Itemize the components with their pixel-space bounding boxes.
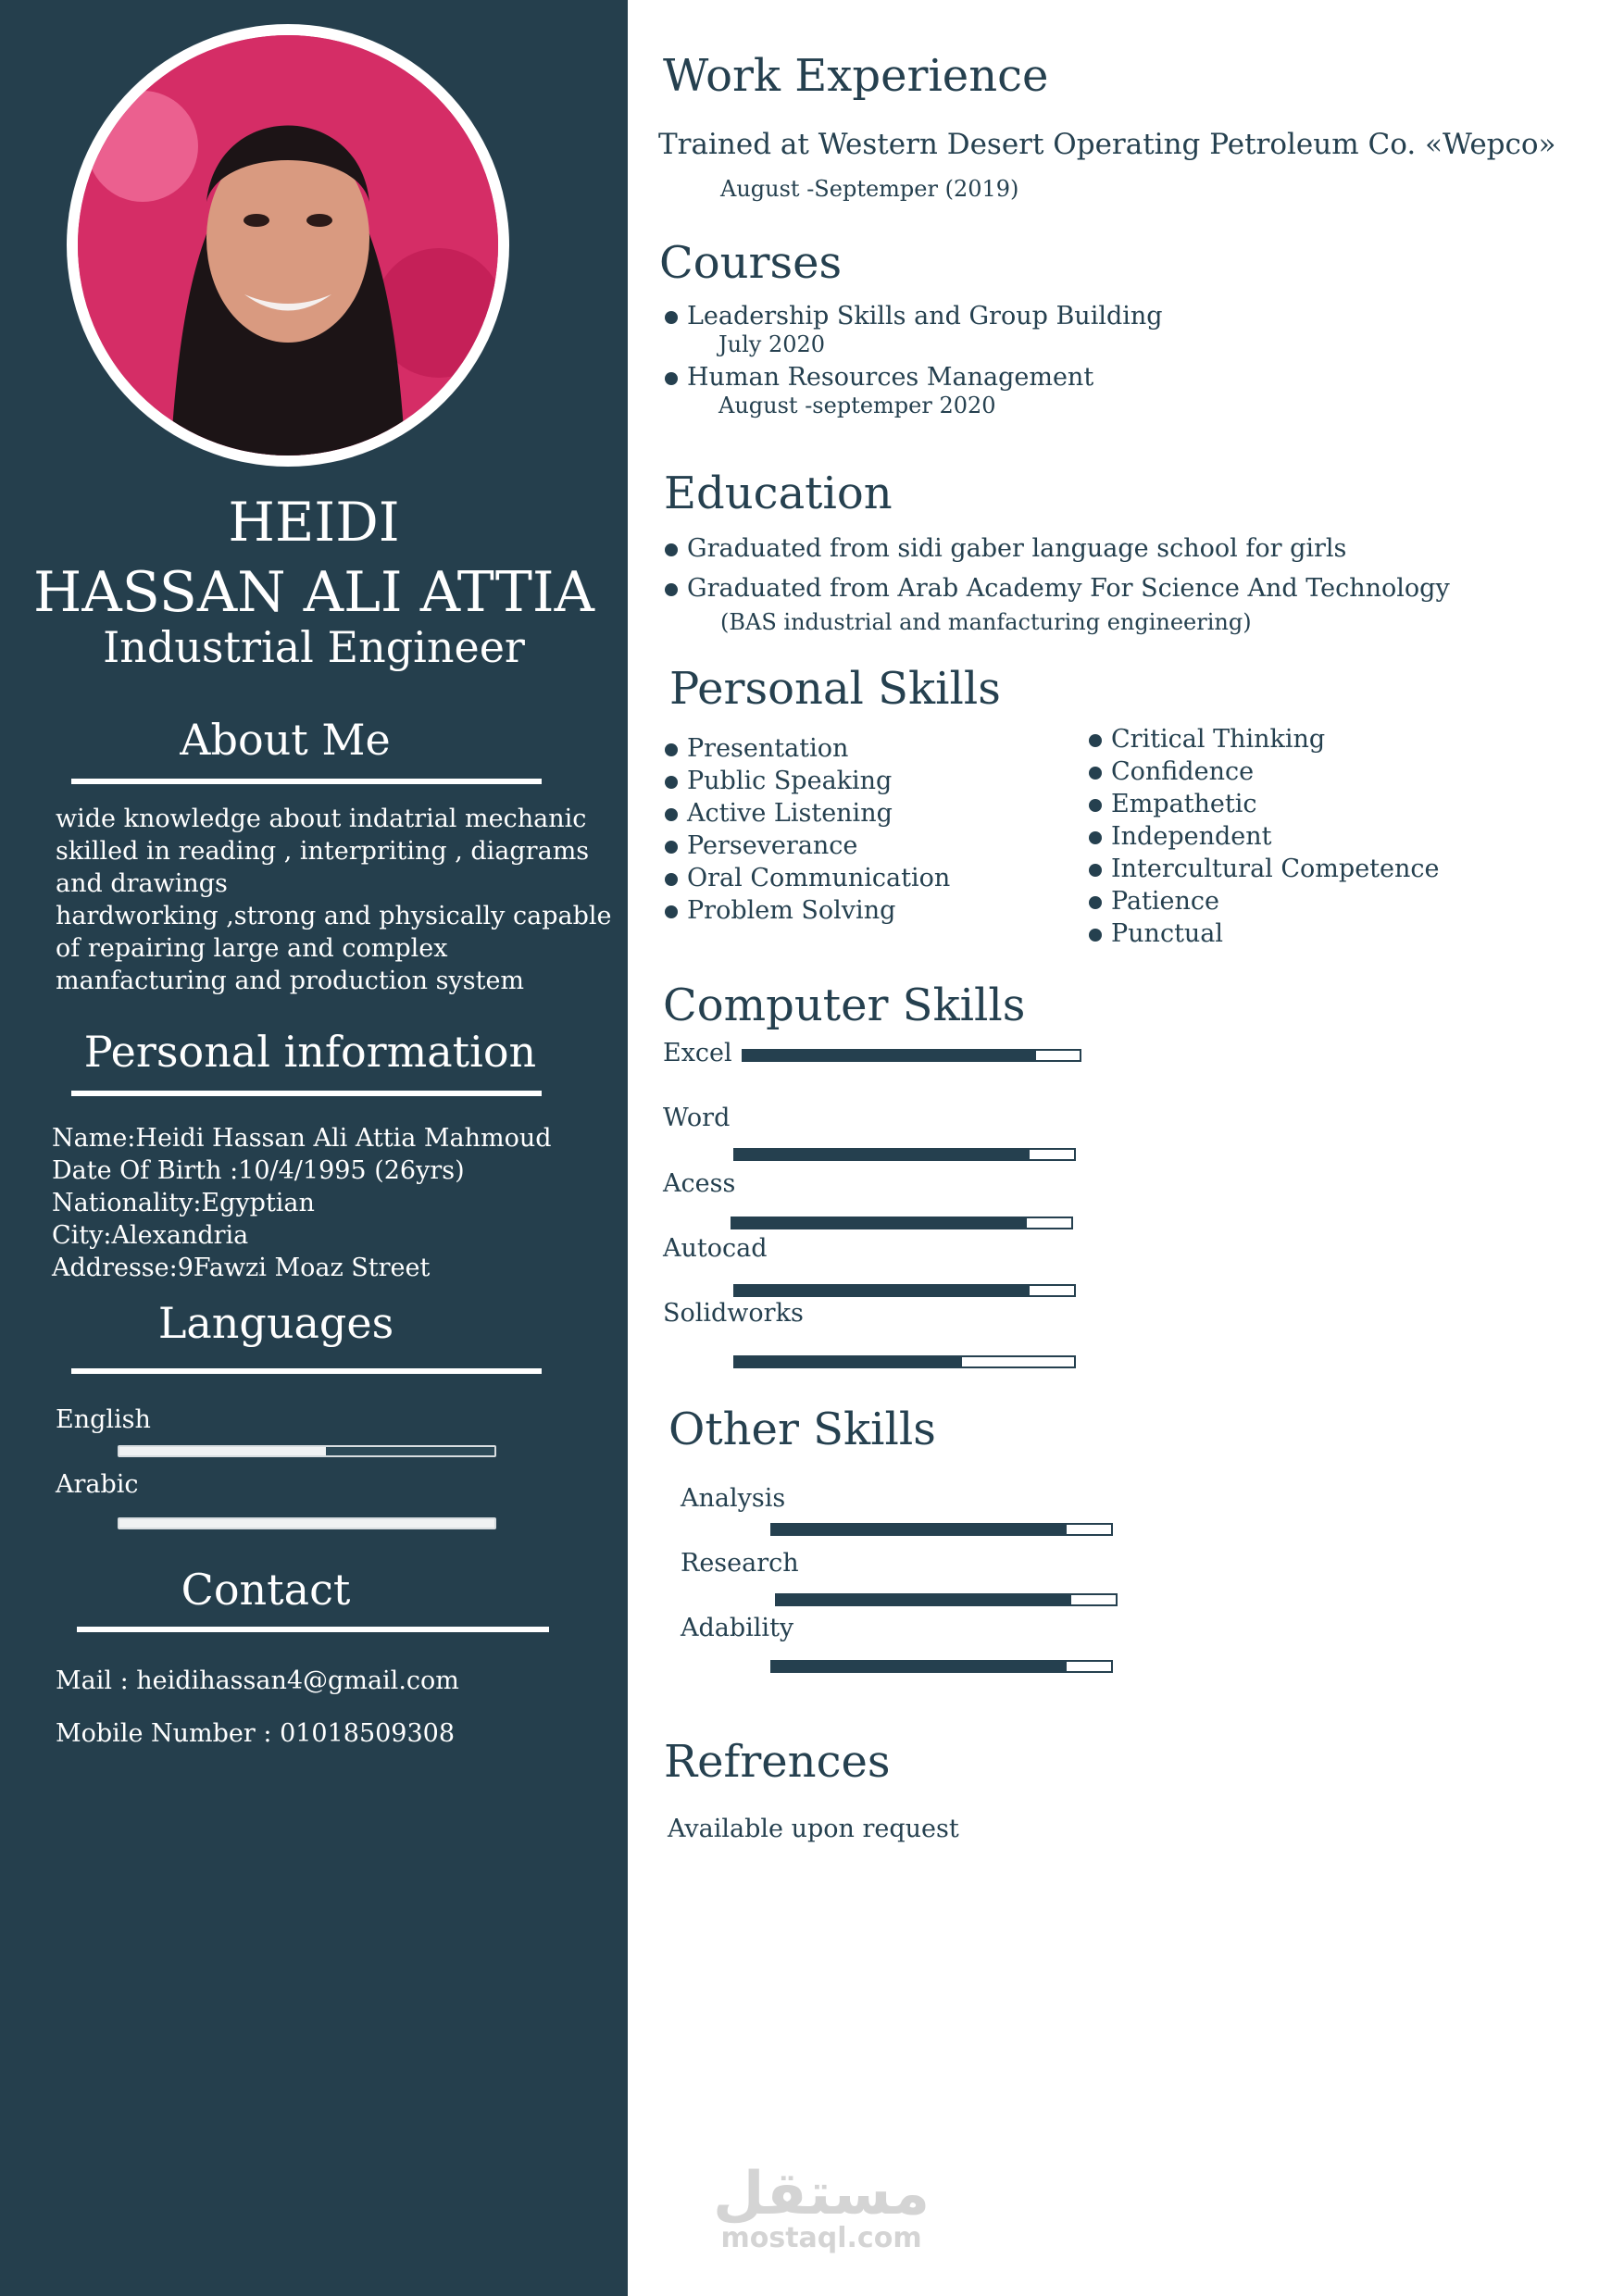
computer-skill-acess-fill — [732, 1218, 1027, 1228]
other-skill-adability-bar — [770, 1660, 1113, 1673]
computer-skill-solidworks-label: Solidworks — [663, 1299, 804, 1328]
skill-item: Critical Thinking — [1089, 723, 1440, 755]
name-last: HASSAN ALI ATTIA — [33, 560, 594, 625]
personal-info-text: Name:Heidi Hassan Ali Attia Mahmoud Date Of Birth :10/4/1995 (26yrs) Nationality:Egyptian City:Alexandria Addresse:9Fawzi Moaz Street — [52, 1124, 552, 1282]
computer-skill-autocad-fill — [735, 1286, 1030, 1295]
other-skill-research-fill — [777, 1595, 1071, 1604]
skill-item: Independent — [1089, 820, 1440, 853]
other-skill-adability-label: Adability — [681, 1614, 794, 1642]
personal-info-divider — [71, 1091, 542, 1096]
languages-divider — [71, 1368, 542, 1374]
skill-item: Punctual — [1089, 917, 1440, 950]
computer-skill-excel-fill — [743, 1051, 1036, 1060]
courses-title: Courses — [659, 237, 843, 289]
language-english-fill — [119, 1447, 326, 1455]
language-arabic-label: Arabic — [56, 1470, 139, 1499]
skill-item: Perseverance — [665, 830, 950, 862]
sidebar — [0, 0, 628, 2296]
education-note: (BAS industrial and manfacturing engineering) — [720, 609, 1252, 635]
course-item-1: Leadership Skills and Group Building — [665, 302, 1163, 331]
personal-skills-right — [1089, 723, 1440, 950]
education-item-2: Graduated from Arab Academy For Science And Technology — [665, 574, 1450, 603]
computer-skill-excel-bar — [742, 1049, 1081, 1062]
contact-divider — [77, 1627, 549, 1632]
education-item-1: Graduated from sidi gaber language school for girls — [665, 534, 1346, 563]
other-skill-research-bar — [775, 1593, 1118, 1606]
job-title: Industrial Engineer — [103, 622, 525, 672]
language-arabic-fill — [119, 1519, 494, 1528]
about-text: wide knowledge about indatrial mechanic skilled in reading , interpriting , diagrams and drawings hardworking ,strong and physically capable of repairing large and complex manfacturing and production system — [56, 805, 612, 995]
personal-skills-left — [665, 732, 950, 927]
skill-item: Presentation — [665, 732, 950, 765]
computer-skill-autocad-label: Autocad — [663, 1234, 768, 1263]
other-skill-analysis-fill — [772, 1525, 1067, 1534]
profile-photo — [78, 35, 498, 455]
name-first: HEIDI — [228, 491, 400, 554]
computer-skill-autocad-bar — [733, 1284, 1076, 1297]
skill-item: Oral Communication — [665, 862, 950, 894]
contact-title: Contact — [181, 1565, 351, 1615]
course-item-2: Human Resources Management — [665, 363, 1093, 392]
contact-mail[interactable]: Mail : heidihassan4@gmail.com — [56, 1666, 459, 1695]
references-text: Available upon request — [668, 1815, 959, 1843]
computer-skill-solidworks-fill — [735, 1357, 962, 1366]
personal-skills-title: Personal Skills — [669, 663, 1001, 715]
contact-mobile[interactable]: Mobile Number : 01018509308 — [56, 1719, 456, 1748]
computer-skill-word-label: Word — [663, 1104, 731, 1132]
personal-info-title: Personal information — [83, 1027, 537, 1077]
languages-title: Languages — [157, 1298, 394, 1348]
work-experience-title: Work Experience — [663, 50, 1049, 102]
computer-skill-word-bar — [733, 1148, 1076, 1161]
course-date-2: August -septemper 2020 — [718, 393, 996, 418]
language-english-bar — [118, 1445, 496, 1457]
about-divider — [71, 779, 542, 784]
skill-item: Active Listening — [665, 797, 950, 830]
education-title: Education — [664, 468, 893, 519]
computer-skill-solidworks-bar — [733, 1355, 1076, 1368]
computer-skill-excel-label: Excel — [663, 1039, 732, 1067]
skill-item: Problem Solving — [665, 894, 950, 927]
computer-skill-acess-label: Acess — [663, 1169, 736, 1198]
skill-item: Patience — [1089, 885, 1440, 917]
work-date: August -Septemper (2019) — [720, 176, 1019, 202]
computer-skills-title: Computer Skills — [663, 980, 1026, 1031]
watermark-latin: mostaql.com — [720, 2222, 922, 2254]
other-skill-adability-fill — [772, 1662, 1067, 1671]
skill-item: Intercultural Competence — [1089, 853, 1440, 885]
skill-item: Public Speaking — [665, 765, 950, 797]
language-arabic-bar — [118, 1517, 496, 1529]
other-skills-title: Other Skills — [668, 1404, 936, 1455]
about-title: About Me — [180, 715, 391, 765]
watermark-arabic: مستقل — [713, 2160, 931, 2228]
skill-item: Confidence — [1089, 755, 1440, 788]
course-date-1: July 2020 — [718, 331, 826, 357]
other-skill-research-label: Research — [681, 1549, 799, 1578]
language-english-label: English — [56, 1405, 151, 1434]
computer-skill-word-fill — [735, 1150, 1030, 1159]
skill-item: Empathetic — [1089, 788, 1440, 820]
work-item: Trained at Western Desert Operating Petroleum Co. «Wepco» — [658, 128, 1556, 161]
other-skill-analysis-label: Analysis — [681, 1484, 786, 1513]
other-skill-analysis-bar — [770, 1523, 1113, 1536]
computer-skill-acess-bar — [731, 1217, 1073, 1229]
references-title: Refrences — [664, 1736, 891, 1788]
watermark-logo — [713, 2160, 931, 2254]
